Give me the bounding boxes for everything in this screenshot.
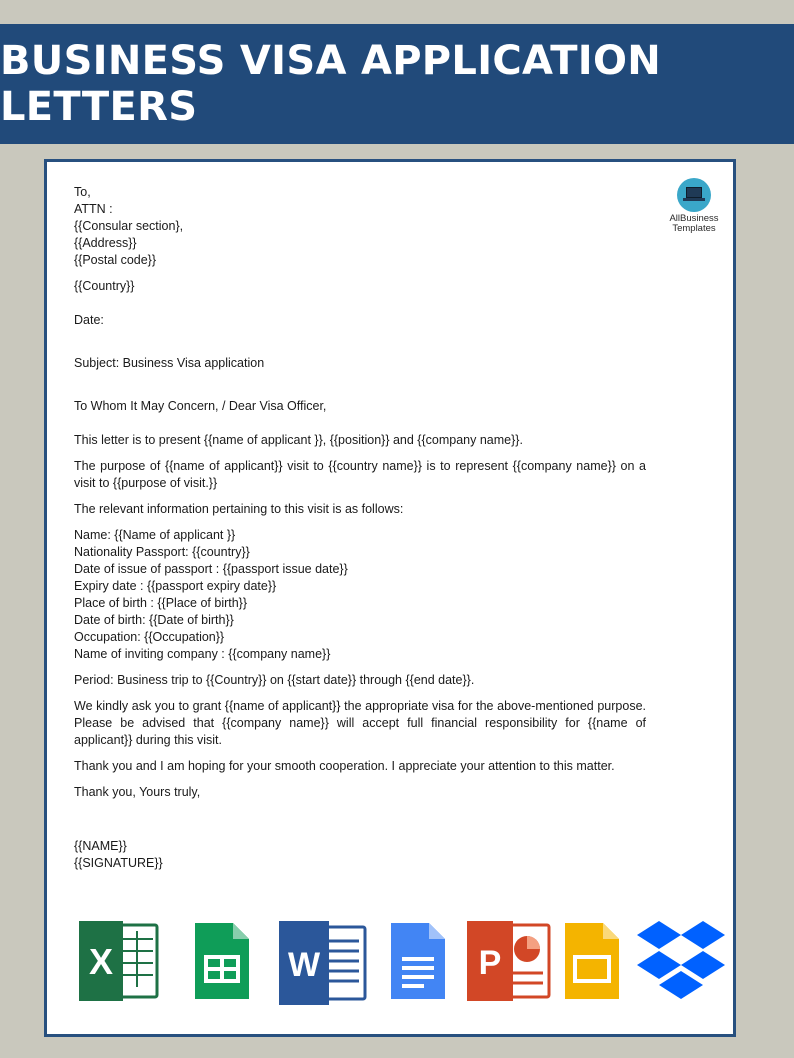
detail-line: Name: {{Name of applicant }} <box>74 528 236 542</box>
brand-name-line1: AllBusiness <box>669 213 719 224</box>
detail-line: Place of birth : {{Place of birth}} <box>74 596 248 610</box>
title-banner <box>0 24 794 144</box>
address-line: To, <box>74 185 91 199</box>
subject-line: Subject: Business Visa application <box>74 356 265 370</box>
detail-line: Occupation: {{Occupation}} <box>74 630 225 644</box>
powerpoint-letter: P <box>478 944 502 982</box>
powerpoint-icon <box>465 919 553 1003</box>
address-line: {{Consular section}, <box>74 219 184 233</box>
detail-line: Expiry date : {{passport expiry date}} <box>74 579 277 593</box>
detail-line: Nationality Passport: {{country}} <box>74 545 250 559</box>
address-line: ATTN : <box>74 202 113 216</box>
period-line: Period: Business trip to {{Country}} on {{start date}} through {{end date}}. <box>74 673 475 687</box>
address-line: {{Postal code}} <box>74 253 157 267</box>
letter-body <box>74 184 646 872</box>
letter-document <box>44 159 736 1037</box>
request-paragraph: We kindly ask you to grant {{name of applicant}} the appropriate visa for the above-mentioned purpose. Please be advised that {{company name}} will accept full financial responsibility for {{name of applicant}} during this visit. <box>74 699 646 747</box>
dropbox-icon <box>633 919 729 1009</box>
closing-line: Thank you, Yours truly, <box>74 785 201 799</box>
google-sheets-icon <box>191 919 253 1003</box>
relevant-info-line: The relevant information pertaining to this visit is as follows: <box>74 502 404 516</box>
brand-logo <box>659 178 729 234</box>
brand-name-line2: Templates <box>672 223 716 234</box>
detail-line: Date of issue of passport : {{passport issue date}} <box>74 562 348 576</box>
detail-line: Name of inviting company : {{company name}} <box>74 647 331 661</box>
country-line: {{Country}} <box>74 279 135 293</box>
detail-line: Date of birth: {{Date of birth}} <box>74 613 234 627</box>
laptop-icon <box>677 178 711 212</box>
google-slides-icon <box>561 919 623 1003</box>
thanks-line: Thank you and I am hoping for your smooth cooperation. I appreciate your attention to this matter. <box>74 759 615 773</box>
word-letter: W <box>287 946 321 984</box>
purpose-paragraph: The purpose of {{name of applicant}} visit to {{country name}} is to represent {{company name}} on a visit to {{purpose of visit.}} <box>74 459 646 490</box>
google-docs-icon <box>387 919 449 1003</box>
excel-icon <box>77 919 161 1003</box>
salutation: To Whom It May Concern, / Dear Visa Officer, <box>74 399 327 413</box>
page-title: BUSINESS VISA APPLICATION LETTERS <box>0 38 662 130</box>
date-line: Date: <box>74 313 104 327</box>
address-line: {{Address}} <box>74 236 137 250</box>
app-icons-row <box>77 919 727 1011</box>
word-icon <box>277 919 369 1007</box>
signature-placeholder: {{SIGNATURE}} <box>74 856 163 870</box>
name-placeholder: {{NAME}} <box>74 839 127 853</box>
intro-paragraph: This letter is to present {{name of applicant }}, {{position}} and {{company name}}. <box>74 433 523 447</box>
excel-letter: X <box>88 941 114 982</box>
